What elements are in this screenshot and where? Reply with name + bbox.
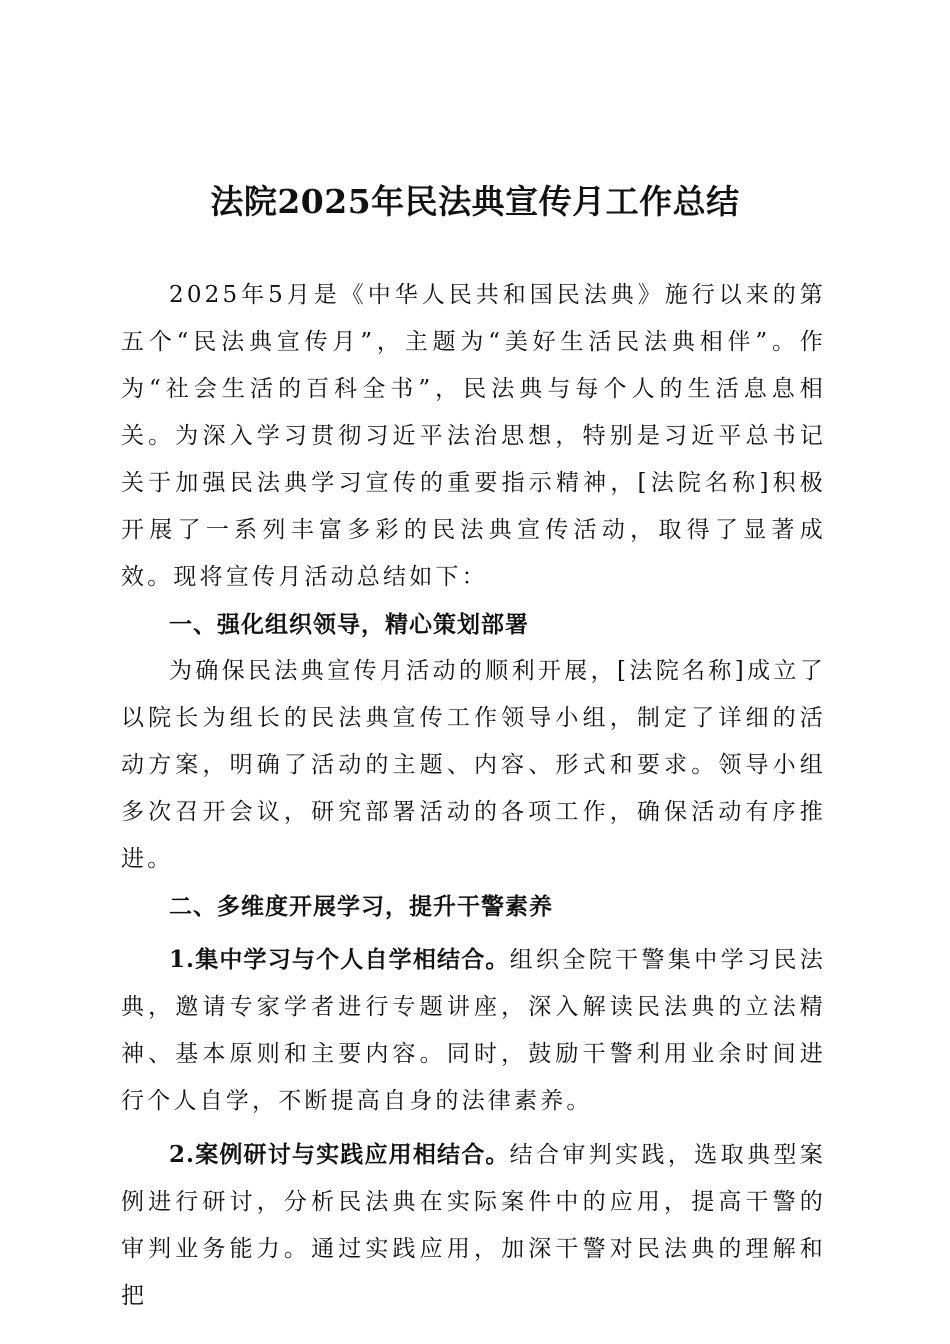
intro-paragraph: 2025年5月是《中华人民共和国民法典》施行以来的第五个“民法典宣传月”，主题为“美好生活民法典相伴”。作为“社会生活的百科全书”，民法典与每个人的生活息息相关。为深入学习贯彻习近平法治思想，特别是习近平总书记关于加强民法典学习宣传的重要指示精神，[法院名称]积极开展了一系列丰富多彩的民法典宣传活动，取得了显著成效。现将宣传月活动总结如下：	[121, 282, 826, 590]
item-1-lead: 1.集中学习与个人自学相结合。	[169, 946, 510, 973]
section-2-heading: 二、多维度开展学习，提升干警素养	[169, 893, 553, 920]
section-2-item-1	[121, 936, 826, 1125]
item-2-lead: 2.案例研讨与实践应用相结合。	[169, 1141, 510, 1168]
section-2-item-2	[121, 1131, 826, 1320]
section-1-paragraph: 为确保民法典宣传月活动的顺利开展，[法院名称]成立了以院长为组长的民法典宣传工作领导小组，制定了详细的活动方案，明确了活动的主题、内容、形式和要求。领导小组多次召开会议，研究部署活动的各项工作，确保活动有序推进。	[121, 658, 826, 872]
document-title: 法院2025年民法典宣传月工作总结	[210, 182, 740, 221]
item-1-text: 组织全院干警集中学习民法典，邀请专家学者进行专题讲座，深入解读民法典的立法精神、基本原则和主要内容。同时，鼓励干警利用业余时间进行个人自学，不断提高自身的法律素养。	[121, 947, 826, 1114]
section-1-heading: 一、强化组织领导，精心策划部署	[169, 611, 529, 638]
document-body	[121, 272, 826, 1320]
item-2-text: 结合审判实践，选取典型案例进行研讨，分析民法典在实际案件中的应用，提高干警的审判业务能力。通过实践应用，加深干警对民法典的理解和把	[121, 1142, 826, 1309]
